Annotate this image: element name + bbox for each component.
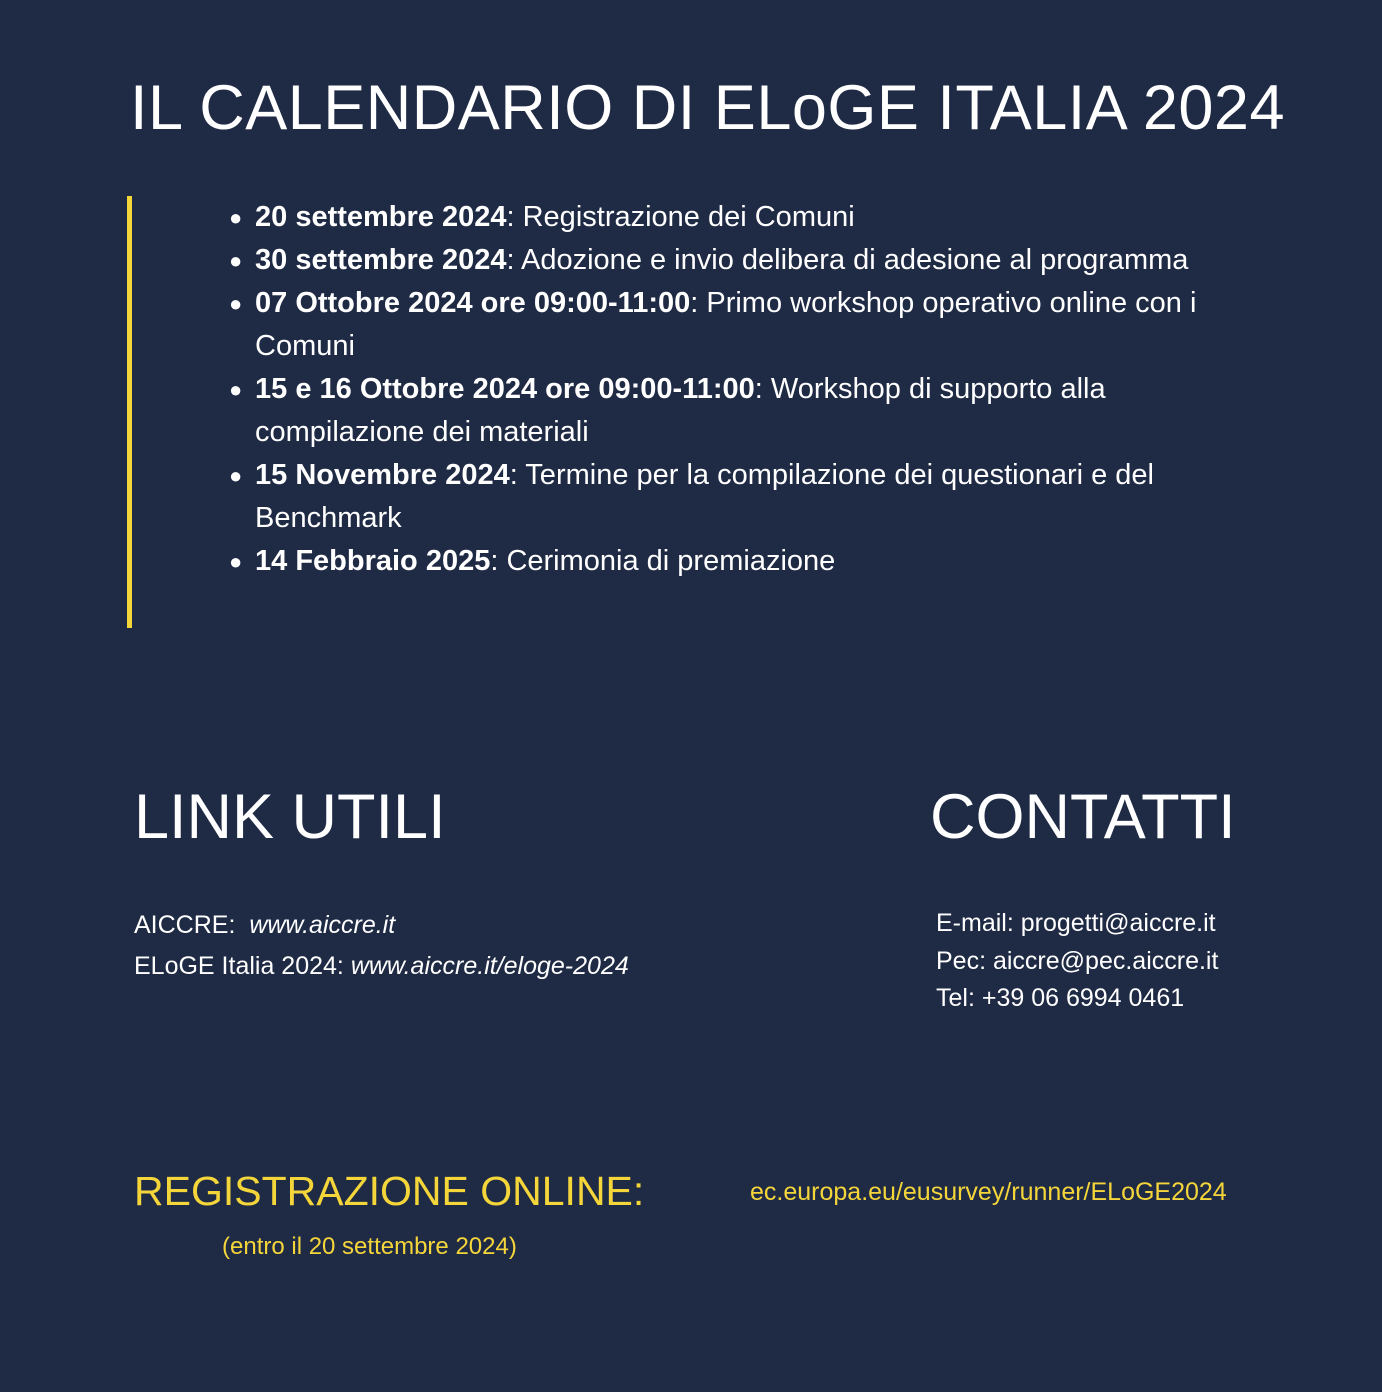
- calendar-date: 30 settembre 2024: [255, 244, 507, 276]
- registration-title: REGISTRAZIONE ONLINE:: [134, 1168, 645, 1214]
- bullet-icon: ●: [229, 463, 243, 488]
- calendar-date: 07 Ottobre 2024 ore 09:00-11:00: [255, 287, 691, 319]
- calendar-date: 15 Novembre 2024: [255, 459, 510, 491]
- eloge-label: ELoGE Italia 2024:: [134, 952, 344, 980]
- list-item: [227, 282, 1212, 368]
- bullet-icon: ●: [229, 377, 243, 402]
- aiccre-label: AICCRE:: [134, 911, 236, 939]
- calendar-date: 15 e 16 Ottobre 2024 ore 09:00-11:00: [255, 373, 755, 405]
- contact-email[interactable]: E-mail: progetti@aiccre.it: [936, 909, 1216, 937]
- links-heading: LINK UTILI: [134, 782, 446, 852]
- list-item: [227, 368, 1212, 454]
- bullet-icon: ●: [229, 291, 243, 316]
- calendar-text: : Termine per la compilazione dei questionari e del Benchmark: [255, 459, 1154, 534]
- calendar-text: : Workshop di supporto alla compilazione dei materiali: [255, 373, 1106, 448]
- list-item: [227, 239, 1212, 282]
- list-item: [227, 454, 1212, 540]
- calendar-text: : Adozione e invio delibera di adesione al programma: [506, 244, 1189, 276]
- bullet-icon: ●: [229, 248, 243, 273]
- eloge-link[interactable]: www.aiccre.it/eloge-2024: [350, 952, 629, 980]
- link-row-aiccre: [134, 905, 629, 946]
- list-item: [227, 196, 1212, 239]
- contact-pec[interactable]: Pec: aiccre@pec.aiccre.it: [936, 946, 1219, 975]
- calendar-text: : Cerimonia di premiazione: [490, 545, 836, 577]
- bullet-icon: ●: [229, 205, 243, 230]
- contacts-heading: CONTATTI: [930, 782, 1236, 852]
- registration-link[interactable]: ec.europa.eu/eusurvey/runner/ELoGE2024: [750, 1178, 1227, 1206]
- calendar-date: 14 Febbraio 2025: [255, 545, 491, 577]
- contacts-block: [936, 905, 1218, 1018]
- page-title: IL CALENDARIO DI ELoGE ITALIA 2024: [130, 73, 1285, 143]
- aiccre-link[interactable]: www.aiccre.it: [249, 911, 396, 939]
- calendar-list: [127, 196, 1227, 628]
- link-row-eloge: [134, 946, 629, 987]
- links-block: [134, 905, 629, 987]
- list-item: [227, 540, 1212, 583]
- calendar-text: : Primo workshop operativo online con i Comuni: [255, 287, 1197, 362]
- calendar-date: 20 settembre 2024: [255, 201, 507, 233]
- registration-note: (entro il 20 settembre 2024): [222, 1233, 517, 1260]
- bullet-icon: ●: [229, 549, 243, 574]
- contact-tel[interactable]: Tel: +39 06 6994 0461: [936, 984, 1185, 1012]
- calendar-text: : Registrazione dei Comuni: [506, 201, 855, 233]
